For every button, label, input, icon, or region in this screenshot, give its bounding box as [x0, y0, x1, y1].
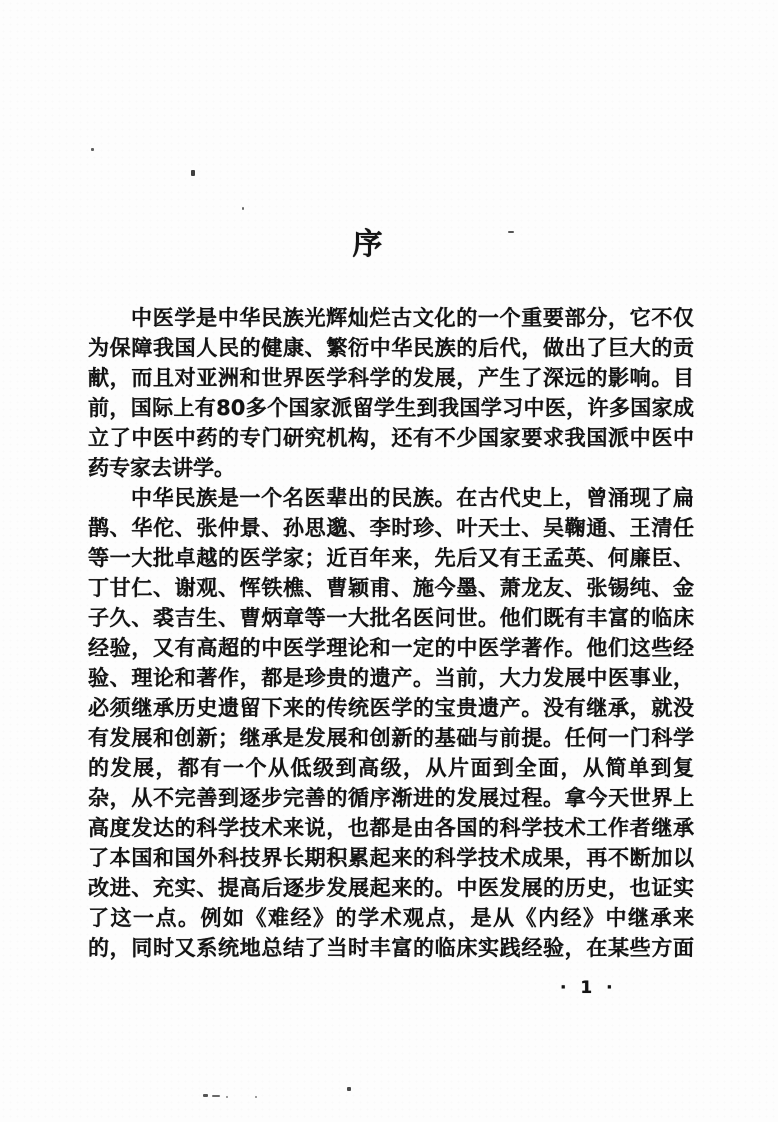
text-line: 子久、裘吉生、曹炳章等一大批名医问世。他们既有丰富的临床 — [88, 606, 694, 630]
text-line: 高度发达的科学技术来说，也都是由各国的科学技术工作者继承 — [88, 816, 694, 840]
scan-speck — [91, 148, 94, 151]
text-line: 经验，又有高超的中医学理论和一定的中医学著作。他们这些经 — [88, 636, 694, 660]
scan-speck — [242, 207, 244, 210]
scan-speck — [226, 1096, 228, 1098]
text-line: 有发展和创新；继承是发展和创新的基础与前提。任何一门科学 — [88, 726, 694, 750]
text-line: 为保障我国人民的健康、繁衍中华民族的后代，做出了巨大的贡 — [88, 336, 694, 360]
text-line: 中医学是中华民族光辉灿烂古文化的一个重要部分，它不仅 — [131, 306, 694, 330]
text-line: 的发展，都有一个从低级到高级，从片面到全面，从简单到复 — [88, 756, 694, 780]
text-line: 立了中医中药的专门研究机构，还有不少国家要求我国派中医中 — [88, 426, 694, 450]
scan-speck — [508, 231, 514, 233]
text-line: 鹊、华佗、张仲景、孙思邈、李时珍、叶天士、吴鞠通、王清任 — [88, 516, 694, 540]
text-line: 改进、充实、提高后逐步发展起来的。中医发展的历史，也证实 — [88, 876, 694, 900]
text-line: 了这一点。例如《难经》的学术观点，是从《内经》中继承来 — [88, 906, 694, 930]
page-title: 序 — [352, 227, 384, 262]
text-line: 前，国际上有80多个国家派留学生到我国学习中医，许多国家成 — [88, 396, 694, 420]
body-text — [88, 303, 694, 963]
text-line: 中华民族是一个名医辈出的民族。在古代史上，曾涌现了扁 — [131, 486, 694, 510]
scan-speck — [347, 1087, 351, 1091]
page-number: · 1 · — [560, 978, 617, 998]
scan-speck — [191, 170, 195, 176]
text-line: 献，而且对亚洲和世界医学科学的发展，产生了深远的影响。目 — [88, 366, 694, 390]
scan-speck — [212, 1095, 220, 1097]
text-line: 杂，从不完善到逐步完善的循序渐进的发展过程。拿今天世界上 — [88, 786, 694, 810]
text-line: 等一大批卓越的医学家；近百年来，先后又有王孟英、何廉臣、 — [88, 546, 694, 570]
text-line: 验、理论和著作，都是珍贵的遗产。当前，大力发展中医事业， — [88, 666, 694, 690]
scan-speck — [203, 1094, 208, 1097]
text-line: 必须继承历史遗留下来的传统医学的宝贵遗产。没有继承，就没 — [88, 696, 694, 720]
text-line: 药专家去讲学。 — [88, 456, 235, 480]
text-line: 了本国和国外科技界长期积累起来的科学技术成果，再不断加以 — [88, 846, 694, 870]
scan-speck — [255, 1096, 257, 1098]
text-line: 的，同时又系统地总结了当时丰富的临床实践经验，在某些方面 — [88, 936, 694, 960]
text-line: 丁甘仁、谢观、恽铁樵、曹颖甫、施今墨、萧龙友、张锡纯、金 — [88, 576, 694, 600]
